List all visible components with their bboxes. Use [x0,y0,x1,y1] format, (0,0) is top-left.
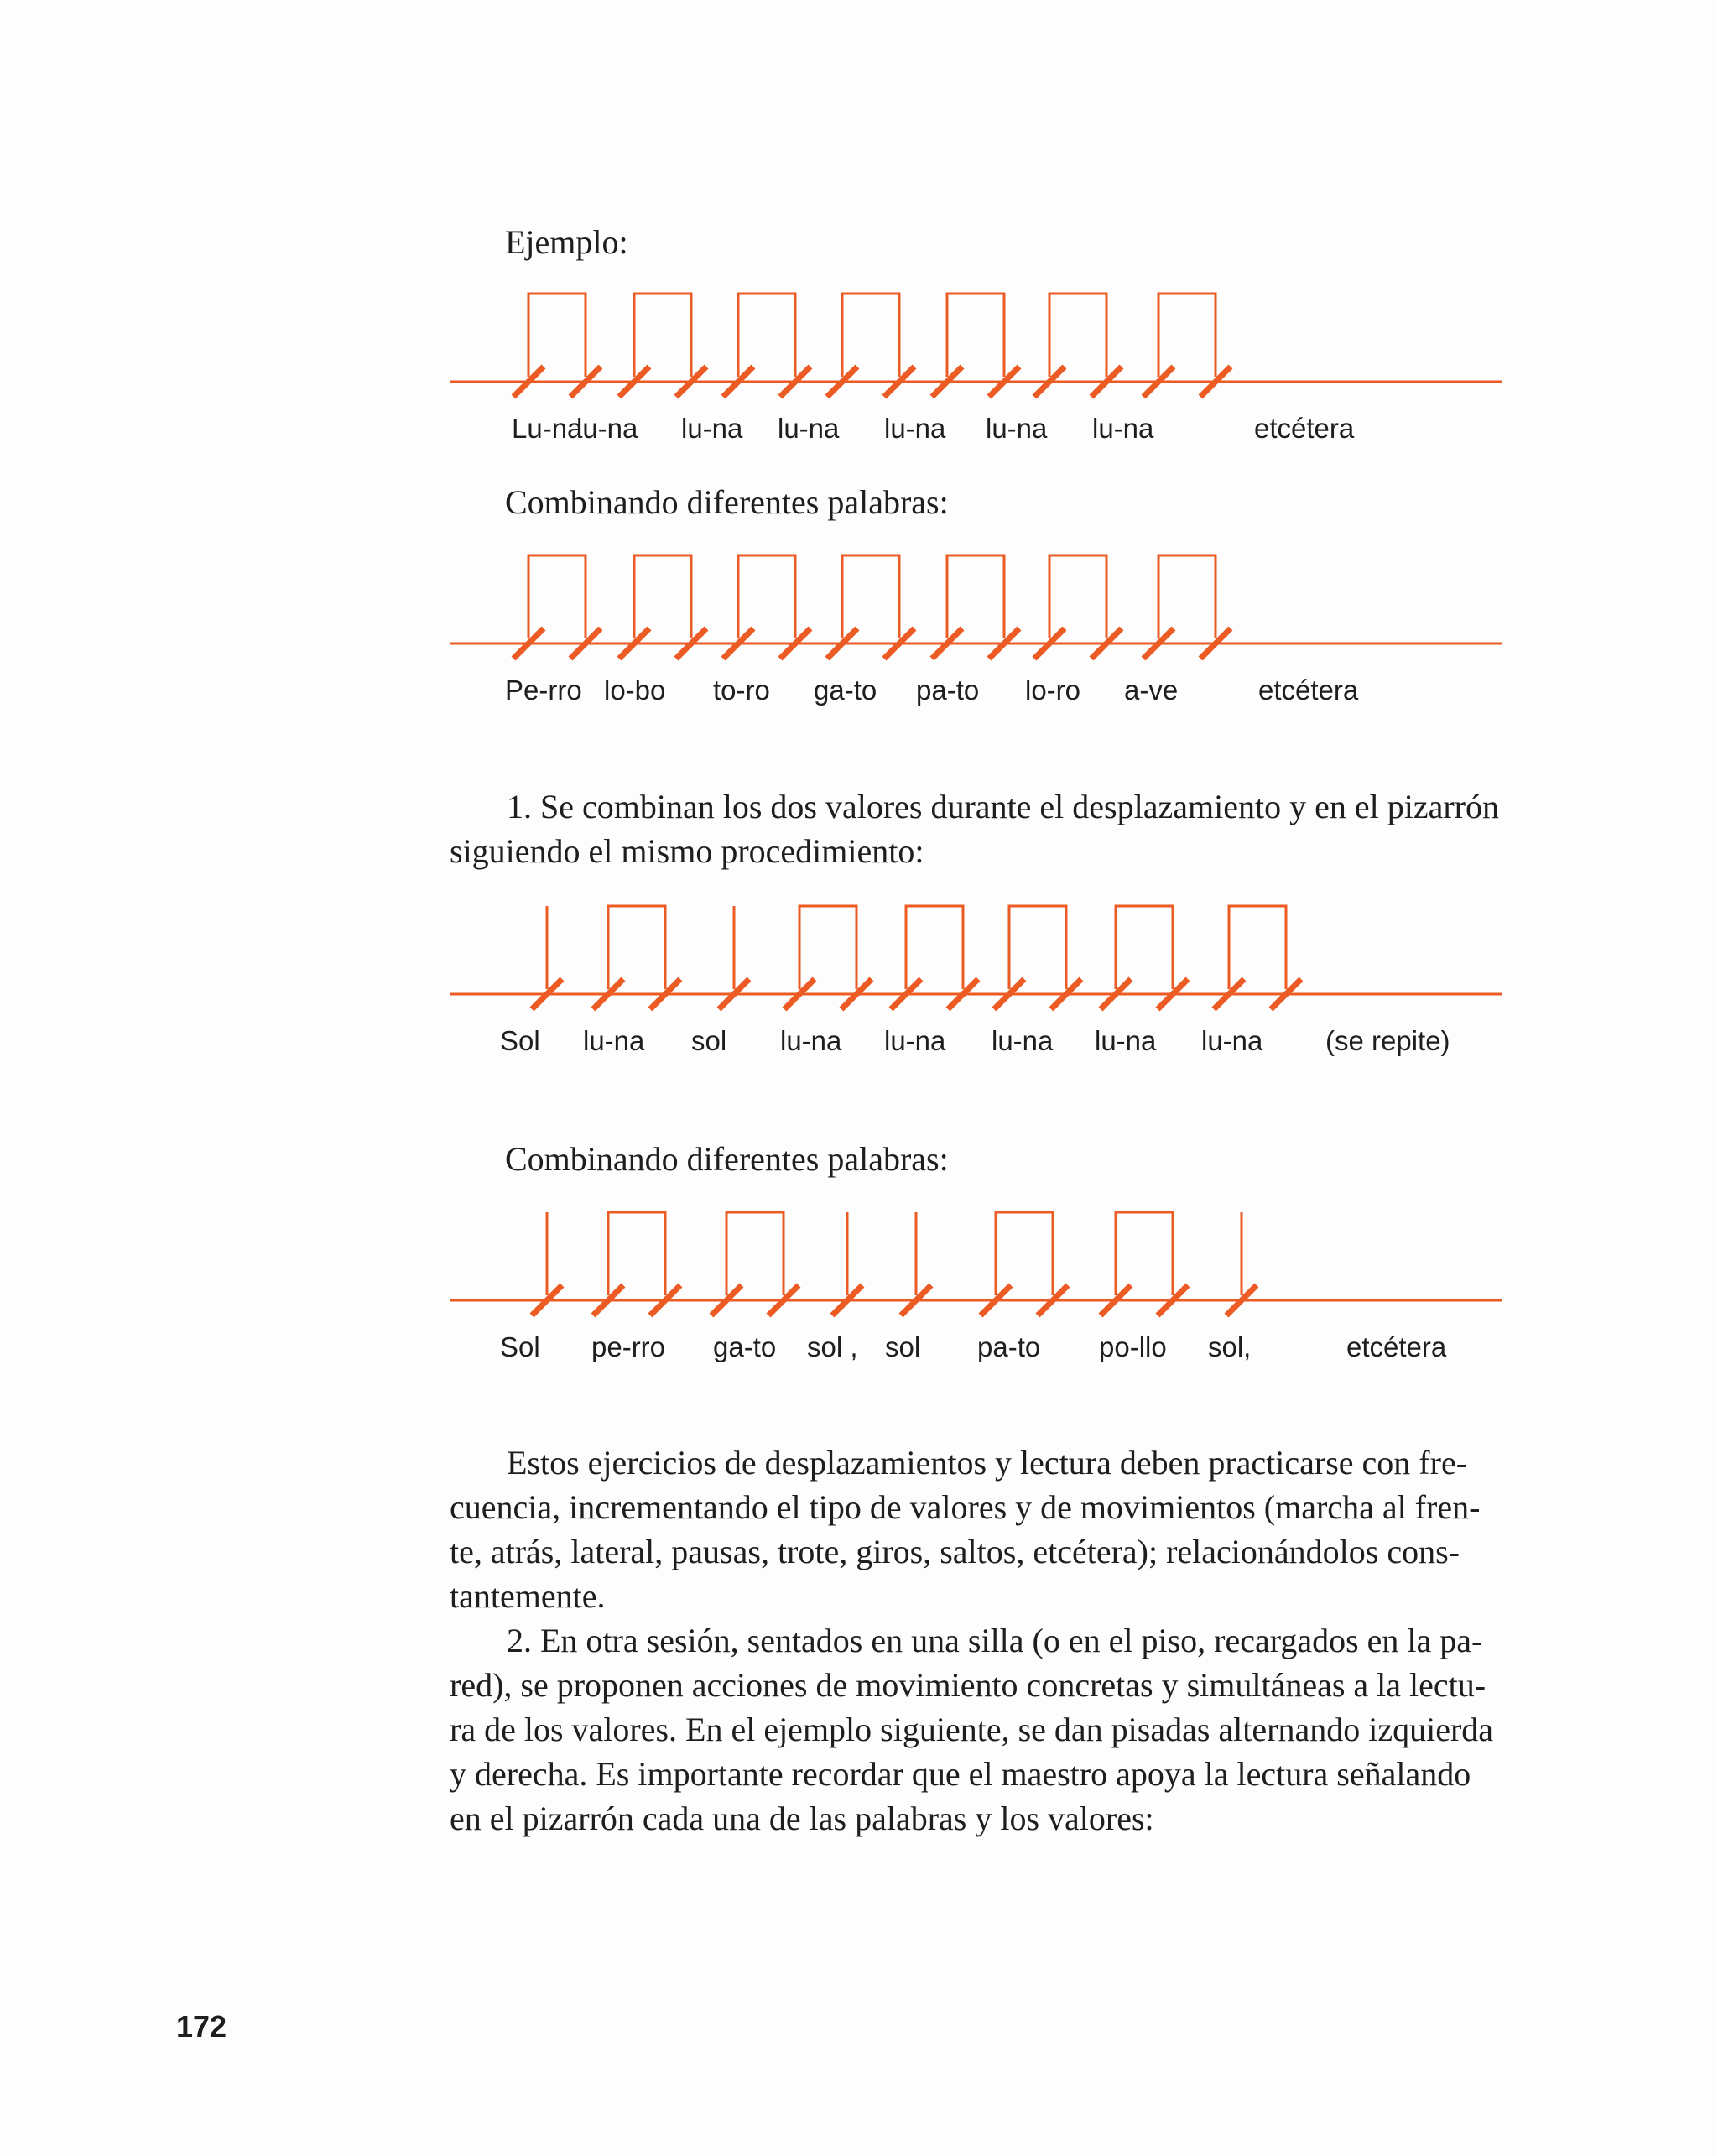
syllable-label: lu-na [1092,413,1154,444]
syllable-label: lo-ro [1025,674,1081,706]
paragraph-line: cuencia, incrementando el tipo de valores y de movimientos (marcha al fren- [450,1488,1481,1526]
syllable-label: a-ve [1124,674,1179,706]
syllable-label: lu-na [1201,1025,1263,1056]
example-heading: Ejemplo: [505,223,628,261]
syllable-label: Lu-na [512,413,583,444]
rhythm-diagram-4 [0,1195,1718,1397]
paragraph-line: Estos ejercicios de desplazamientos y lectura deben practicarse con fre- [507,1444,1468,1482]
paragraph-practice [450,1440,1498,1618]
rhythm-diagram-1 [0,277,1718,461]
beam [634,294,691,377]
syllable-label: pa-to [977,1331,1041,1362]
combining-heading-2: Combinando diferentes palabras: [505,1140,949,1178]
paragraph-line: tantemente. [450,1577,606,1615]
syllable-label: etcétera [1258,674,1359,706]
syllable-label: lu-na [780,1025,842,1056]
paragraph-line: en el pizarrón cada una de las palabras y los valores: [450,1799,1154,1837]
beam [738,294,795,377]
syllable-label: etcétera [1254,413,1355,444]
beam [1229,906,1286,989]
syllable-label: to-ro [713,674,770,706]
combining-heading-1: Combinando diferentes palabras: [505,483,949,521]
beam [1116,906,1173,989]
beam [1009,906,1066,989]
beam [1049,555,1106,638]
syllable-label: lu-na [986,413,1048,444]
paragraph-line: te, atrás, lateral, pausas, trote, giros, saltos, etcétera); relacionándolos cons- [450,1533,1460,1570]
paragraph-session-2 [450,1618,1498,1841]
paragraph-line: ra de los valores. En el ejemplo siguiente, se dan pisadas alternando izquierda [450,1711,1494,1748]
beam [906,906,963,989]
syllable-label: Sol [500,1025,540,1056]
syllable-label: lu-na [778,413,840,444]
step-1-line-1: 1. Se combinan los dos valores durante el desplazamiento y en el pizarrón [507,788,1499,825]
syllable-label: po-llo [1099,1331,1167,1362]
beam [842,555,899,638]
beam [842,294,899,377]
beam [528,555,586,638]
paragraph-line: 2. En otra sesión, sentados en una silla (o en el piso, recargados en la pa- [507,1622,1483,1659]
beam [799,906,856,989]
syllable-label: lu-na [884,413,946,444]
syllable-label: lu-na [1095,1025,1157,1056]
paragraph-line: y derecha. Es importante recordar que el maestro apoya la lectura señalando [450,1755,1471,1793]
beam [996,1212,1053,1295]
paragraph-line: red), se proponen acciones de movimiento concretas y simultáneas a la lectu- [450,1666,1486,1704]
syllable-label: (se repite) [1325,1025,1450,1056]
beam [1158,555,1216,638]
page-number: 172 [176,2009,227,2044]
syllable-label: lu-na [681,413,743,444]
syllable-label: sol , [807,1331,858,1362]
beam [608,906,665,989]
step-1-line-2: siguiendo el mismo procedimiento: [450,832,924,870]
syllable-label: sol [885,1331,921,1362]
rhythm-diagram-3 [0,889,1718,1091]
beam [608,1212,665,1295]
beam [947,555,1004,638]
beam [726,1212,784,1295]
syllable-label: lu-na [576,413,638,444]
beam [1116,1212,1173,1295]
beam [947,294,1004,377]
syllable-label: etcétera [1346,1331,1447,1362]
beam [528,294,586,377]
syllable-label: pe-rro [591,1331,666,1362]
beam [1049,294,1106,377]
syllable-label: lu-na [583,1025,645,1056]
rhythm-diagram-2 [0,539,1718,723]
beam [634,555,691,638]
beam [738,555,795,638]
syllable-label: pa-to [916,674,980,706]
syllable-label: Pe-rro [505,674,582,706]
syllable-label: ga-to [713,1331,777,1362]
syllable-label: lo-bo [604,674,666,706]
syllable-label: Sol [500,1331,540,1362]
syllable-label: lu-na [884,1025,946,1056]
syllable-label: sol, [1208,1331,1252,1362]
syllable-label: lu-na [992,1025,1054,1056]
beam [1158,294,1216,377]
syllable-label: ga-to [814,674,877,706]
syllable-label: sol [691,1025,727,1056]
